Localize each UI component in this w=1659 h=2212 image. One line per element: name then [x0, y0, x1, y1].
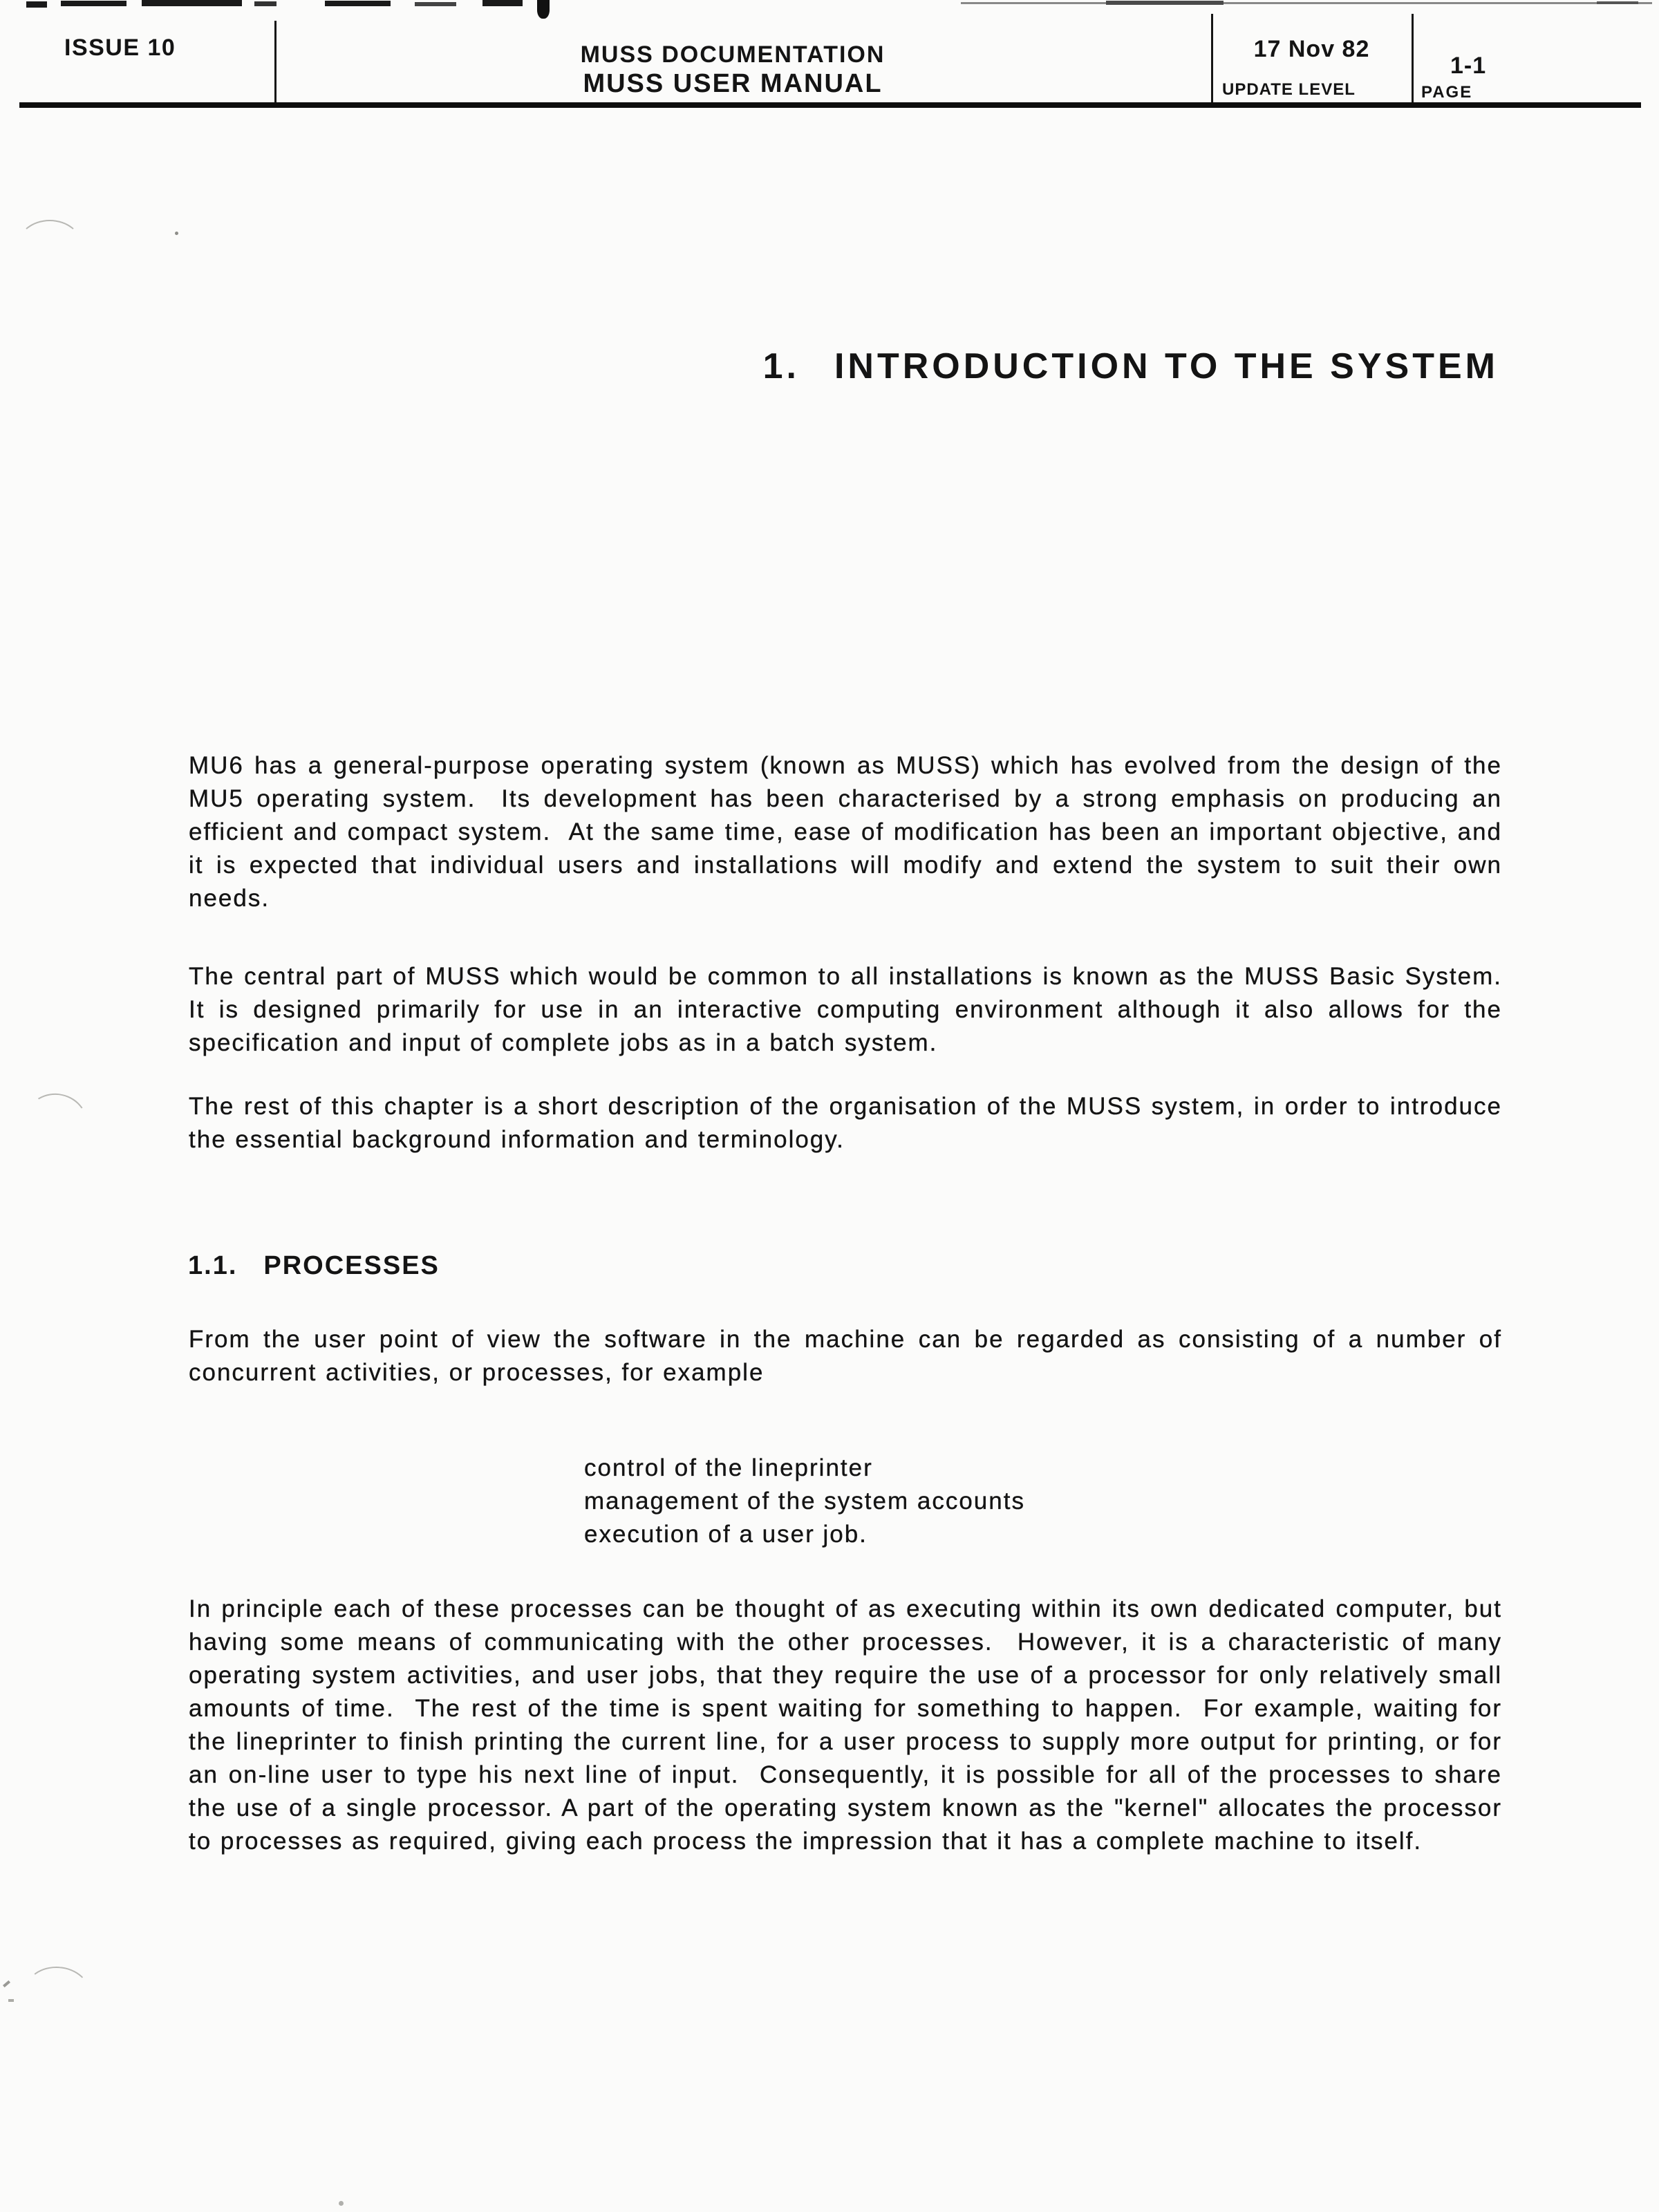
section-number: 1.1. [188, 1251, 238, 1280]
scan-mark [26, 1, 47, 8]
process-example-item: execution of a user job. [584, 1521, 868, 1548]
header-divider-3 [1412, 14, 1414, 102]
manual-title: MUSS USER MANUAL [583, 69, 883, 98]
paragraph-chapter-outline: The rest of this chapter is a short description of the organisation of the MUSS system, in order to introduce the essential background information and terminology. [189, 1093, 1511, 1153]
scan-speck [175, 232, 178, 235]
section-title-text: PROCESSES [263, 1251, 440, 1280]
page-number: 1-1 [1450, 53, 1487, 79]
paragraph-kernel-description: In principle each of these processes can be thought of as executing within its own dedicated computer, but having some means of communicating with the other processes. However, it is a characteristic of many operating system activities, and user jobs, that they require the use of a processor for only relatively small amounts of time. The rest of the time is spent waiting for something to happen. For example, waiting for the lineprinter to finish printing the current line, for a user process to supply more output for printing, or for an on-line user to type his next line of input. Consequently, it is possible for all of the processes to share the use of a single processor. A part of the operating system known as the "kernel" allocates the processor to processes as required, giving each process the impression that it has a complete machine to itself. [189, 1595, 1511, 1855]
scan-mark-blob [537, 0, 550, 19]
page-label: PAGE [1421, 83, 1473, 102]
scan-mark [142, 0, 242, 6]
scan-speck [8, 1999, 14, 2002]
scan-mark [325, 1, 391, 6]
binder-ring-arc [19, 1087, 93, 1159]
scan-mark [1597, 1, 1638, 4]
document-title-block [553, 41, 912, 99]
scan-mark [254, 1, 276, 6]
scan-mark [61, 1, 126, 6]
process-example-item: management of the system accounts [584, 1488, 1025, 1515]
header-rule [19, 102, 1641, 108]
paragraph-mu6-overview: MU6 has a general-purpose operating system (known as MUSS) which has evolved from the design of the MU5 operating system. Its development has been characterised by a strong emphasis on producing an efficient and compact system. At the same time, ease of modification has been an important objective, and it is expected that individual users and installations will modify and extend the system to suit their own needs. [189, 752, 1511, 912]
binder-ring-arc [17, 220, 82, 272]
collection-title: MUSS DOCUMENTATION [580, 41, 885, 68]
update-date: 17 Nov 82 [1253, 36, 1370, 62]
paragraph-muss-basic-system: The central part of MUSS which would be common to all installations is known as the MUSS Basic System. It is designed primarily for use in an interactive computing environment although it also allows for the specification and input of complete jobs as in a batch system. [189, 963, 1520, 1056]
update-level-label: UPDATE LEVEL [1222, 80, 1356, 99]
binder-ring-arc [22, 1965, 92, 2023]
header-divider-1 [274, 21, 276, 102]
chapter-title-text: INTRODUCTION TO THE SYSTEM [834, 346, 1499, 386]
issue-label: ISSUE 10 [64, 35, 176, 61]
chapter-number: 1. [762, 346, 800, 386]
paragraph-processes-intro: From the user point of view the software in the machine can be regarded as consisting of a number of concurrent activities, or processes, for example [189, 1326, 1511, 1386]
chapter-title [763, 346, 1499, 387]
scan-mark [1106, 1, 1224, 5]
process-example-list [584, 1452, 1025, 1551]
process-example-item: control of the lineprinter [584, 1454, 873, 1481]
scan-mark [482, 0, 523, 6]
scan-speck [339, 2201, 344, 2206]
scan-mark [961, 2, 1652, 4]
scan-speck [3, 1980, 10, 1987]
section-heading-processes [188, 1251, 440, 1281]
scan-mark [415, 2, 456, 6]
